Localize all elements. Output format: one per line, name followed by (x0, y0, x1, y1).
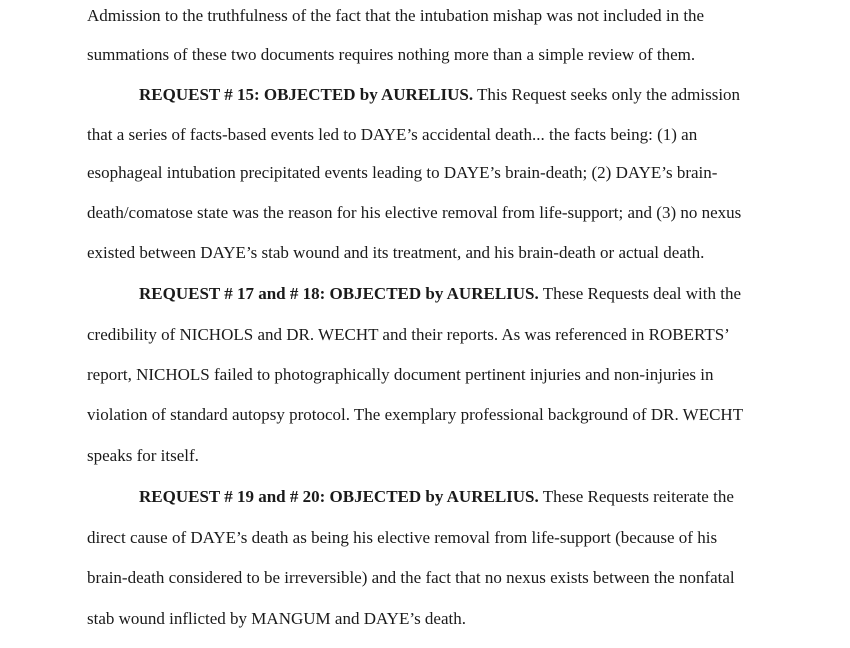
request-17-18-line: violation of standard autopsy protocol. The exemplary professional background of DR. WECHT (87, 405, 744, 424)
request-15-line: death/comatose state was the reason for his elective removal from life-support; and (3) no nexus (87, 203, 742, 222)
request-17-18-line: credibility of NICHOLS and DR. WECHT and their reports. As was referenced in ROBERTS’ (87, 325, 730, 344)
request-15-line: that a series of facts-based events led to DAYE’s accidental death... the facts being: (1) an (87, 125, 698, 144)
request-17-18-heading: REQUEST # 17 and # 18: OBJECTED by AURELIUS. (139, 284, 539, 303)
intro-line-2: summations of these two documents requires nothing more than a simple review of them. (87, 45, 696, 64)
request-17-18-line: speaks for itself. (87, 446, 199, 465)
request-15-first-text: This Request seeks only the admission (473, 85, 741, 104)
request-17-18-line: report, NICHOLS failed to photographically document pertinent injuries and non-injuries in (87, 365, 714, 384)
request-19-20-line: stab wound inflicted by MANGUM and DAYE’s death. (87, 609, 466, 628)
request-15-line: esophageal intubation precipitated events leading to DAYE’s brain-death; (2) DAYE’s brain- (87, 163, 718, 182)
request-19-20-heading: REQUEST # 19 and # 20: OBJECTED by AURELIUS. (139, 487, 539, 506)
request-15-heading: REQUEST # 15: OBJECTED by AURELIUS. (139, 85, 474, 104)
request-15-first-line (139, 85, 740, 105)
request-19-20-line: direct cause of DAYE’s death as being his elective removal from life-support (because of his (87, 528, 718, 547)
request-19-20-first-text: These Requests reiterate the (538, 487, 734, 506)
request-15-line: existed between DAYE’s stab wound and its treatment, and his brain-death or actual death. (87, 243, 705, 262)
request-17-18-first-text: These Requests deal with the (538, 284, 741, 303)
request-19-20-line: brain-death considered to be irreversible) and the fact that no nexus exists between the nonfatal (87, 568, 735, 587)
request-17-18-first-line (139, 284, 741, 304)
request-19-20-first-line (139, 487, 734, 507)
intro-line-1: Admission to the truthfulness of the fact that the intubation mishap was not included in the (87, 6, 705, 25)
